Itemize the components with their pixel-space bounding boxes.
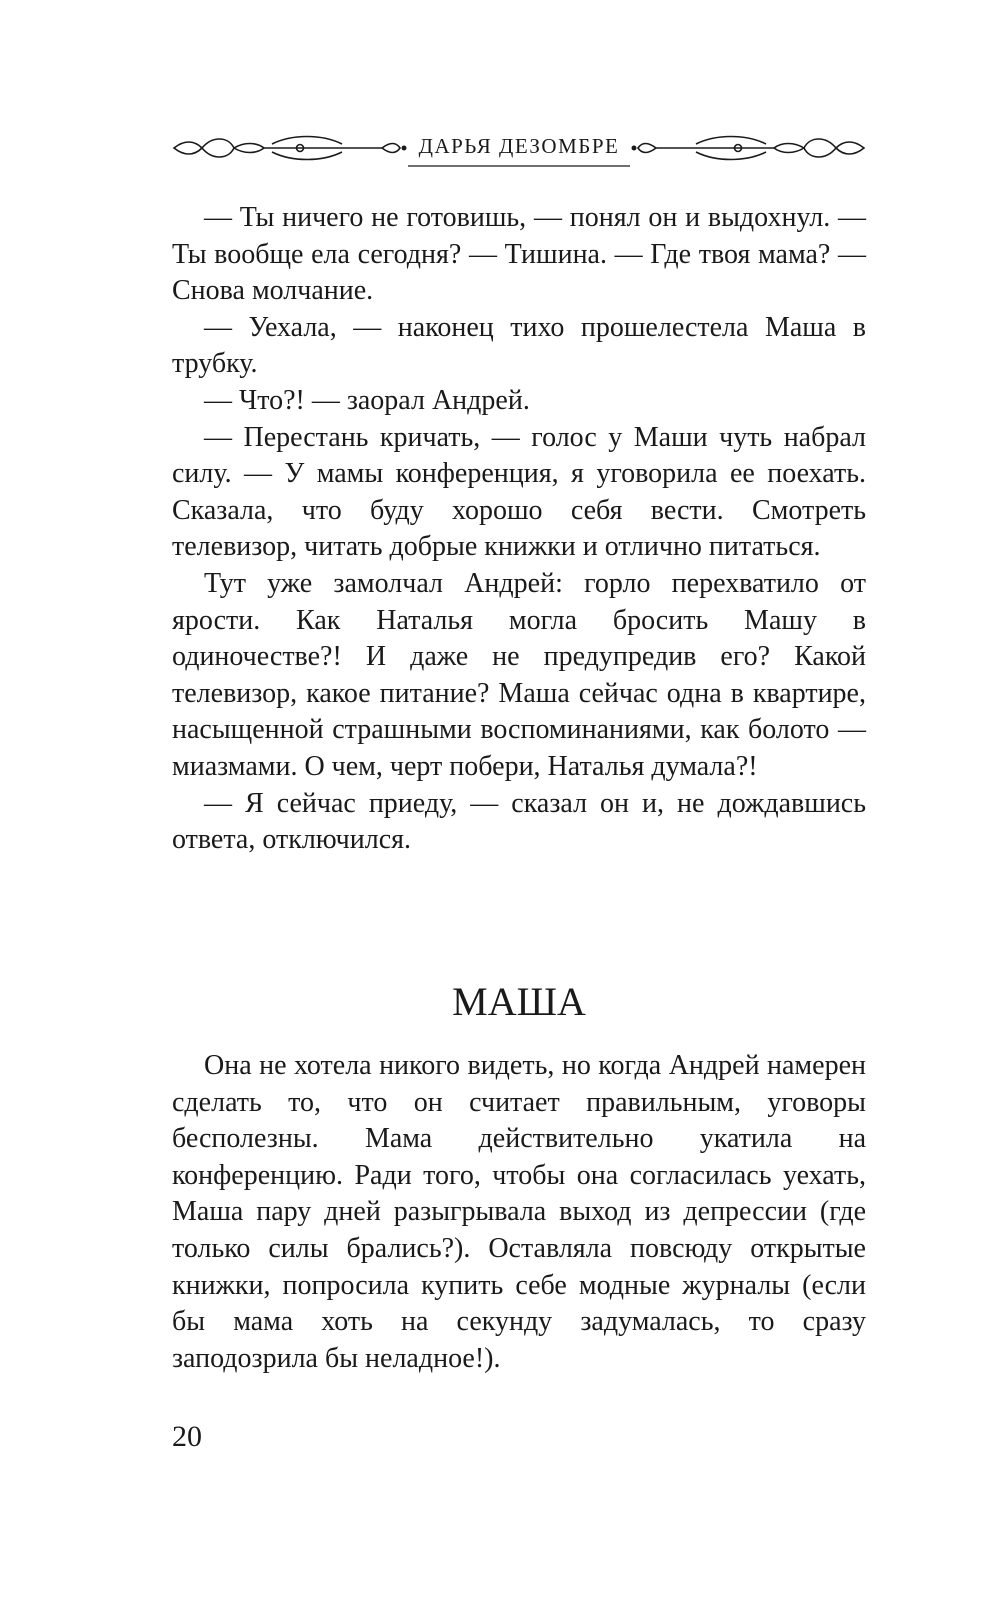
page-number: 20 — [172, 1420, 202, 1453]
chapter-title: МАША — [452, 979, 586, 1024]
author-name: ДАРЬЯ ДЕЗОМБРЕ — [413, 134, 626, 158]
paragraph: Она не хотела никого видеть, но когда Андрей намерен сделать то, что он считает правильным, уговоры бесполезны. Мама действительно укатила на конференцию. Ради того, чтобы она согласилась уехать, Маша пару дней разыгрывала выход из депрессии (где только силы брались?). Оставляла повсюду открытые книжки, попросила купить себе модные журналы (если бы мама хоть на секунду задумалась, то сразу заподозрила бы неладное!). — [172, 1050, 866, 1374]
running-header-author — [172, 134, 866, 159]
paragraph: — Я сейчас приеду, — сказал он и, не дождавшись ответа, отключился. — [172, 787, 866, 856]
paragraph: Тут уже замолчал Андрей: горло перехватило от ярости. Как Наталья могла бросить Машу в одиночестве?! И даже не предупредив его? Какой телевизор, какое питание? Маша сейчас одна в квартире, насыщенной страшными воспоминаниями, как болото — миазмами. О чем, черт побери, Наталья думала?! — [172, 567, 866, 782]
running-header — [172, 126, 866, 170]
paragraph: — Ты ничего не готовишь, — понял он и выдохнул. — Ты вообще ела сегодня? — Тишина. — Где твоя мама? — Снова молчание. — [172, 202, 866, 307]
paragraph: — Уехала, — наконец тихо прошелестела Маша в трубку. — [172, 311, 866, 380]
text-section-1 — [172, 200, 866, 859]
text-section-2 — [172, 1048, 866, 1377]
paragraph: — Что?! — заорал Андрей. — [204, 384, 530, 416]
paragraph: — Перестань кричать, — голос у Маши чуть набрал силу. — У мамы конференция, я уговорила ее поехать. Сказала, что буду хорошо себя вести. Смотреть телевизор, читать добрые книжки и отлично питаться. — [172, 421, 866, 563]
